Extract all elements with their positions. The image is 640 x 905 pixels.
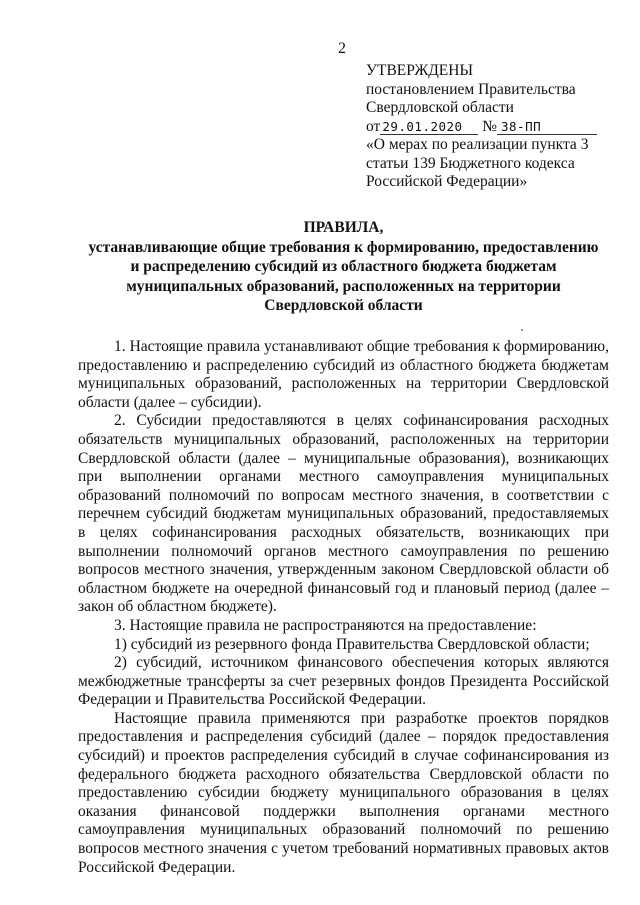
- paragraph-1: 1. Настоящие правила устанавливают общие требования к формированию, предоставлению и распределению субсидий из областного бюджета бюджетам муниципальных образований, расположенных на территории Свердловской области (далее – субсидии).: [78, 338, 609, 411]
- approval-ref-line-2: статьи 139 Бюджетного кодекса: [366, 154, 575, 172]
- page-number: 2: [338, 40, 346, 57]
- approval-ref-line-1: «О мерах по реализации пункта 3: [366, 136, 589, 153]
- paragraph-4: Настоящие правила применяются при разработке проектов порядков предоставления и распределения субсидий (далее – порядок предоставления субсидий) и проектов распределения субсидий в случае софинансирования из федерального бюджета расходного обязательства Свердловской области по предоставлению субсидии бюджету муниципального образования в целях оказания финансовой поддержки выполнения органами местного самоуправления муниципальных образований полномочий по решению вопросов местного значения с учетом требований нормативных правовых актов Российской Федерации.: [78, 709, 609, 876]
- paragraph-3: 3. Настоящие правила не распространяются на предоставление:: [114, 616, 537, 634]
- paragraph-3-item-1: 1) субсидий из резервного фонда Правительства Свердловской области;: [114, 635, 590, 653]
- document-body: [78, 338, 609, 877]
- title-heading: ПРАВИЛА,: [303, 219, 384, 236]
- title-line-3: муниципальных образований, расположенных на территории: [126, 277, 561, 295]
- date-prefix: от: [366, 117, 381, 135]
- document-title: [78, 218, 609, 316]
- approval-number: 38-ПП: [497, 120, 597, 135]
- approval-stamp: [366, 62, 626, 192]
- approval-line-2: Свердловской области: [366, 99, 514, 116]
- approval-date-line: [366, 118, 626, 137]
- number-sign: №: [482, 117, 497, 135]
- approval-line-1: постановлением Правительства: [366, 80, 576, 98]
- approval-date: 29.01.2020: [380, 120, 478, 135]
- paragraph-3-item-2: 2) субсидий, источником финансового обеспечения которых являются межбюджетные трансферты за счет резервных фондов Президента Российской Федерации и Правительства Российской Федерации.: [78, 654, 609, 709]
- title-line-4: Свердловской области: [264, 297, 423, 314]
- title-line-2: и распределению субсидий из областного бюджета бюджетам: [130, 258, 557, 275]
- scan-speck: [521, 329, 523, 331]
- title-line-1: устанавливающие общие требования к формированию, предоставлению: [88, 238, 599, 256]
- approval-heading: УТВЕРЖДЕНЫ: [366, 62, 473, 79]
- approval-ref-line-3: Российской Федерации»: [366, 173, 528, 190]
- paragraph-2: 2. Субсидии предоставляются в целях софинансирования расходных обязательств муниципальных образований, расположенных на территории Свердловской области (далее – муниципальные образования), возникающих при выполнении органами местного самоуправления муниципальных образований полномочий по вопросам местного значения, в соответствии с перечнем субсидий бюджетам муниципальных образований, предоставляемых в целях софинансирования расходных обязательств, возникающих при выполнении полномочий органов местного самоуправления по решению вопросов местного значения, утвержденным законом Свердловской области об областном бюджете на очередной финансовый год и плановый период (далее – закон об областном бюджете).: [78, 412, 609, 616]
